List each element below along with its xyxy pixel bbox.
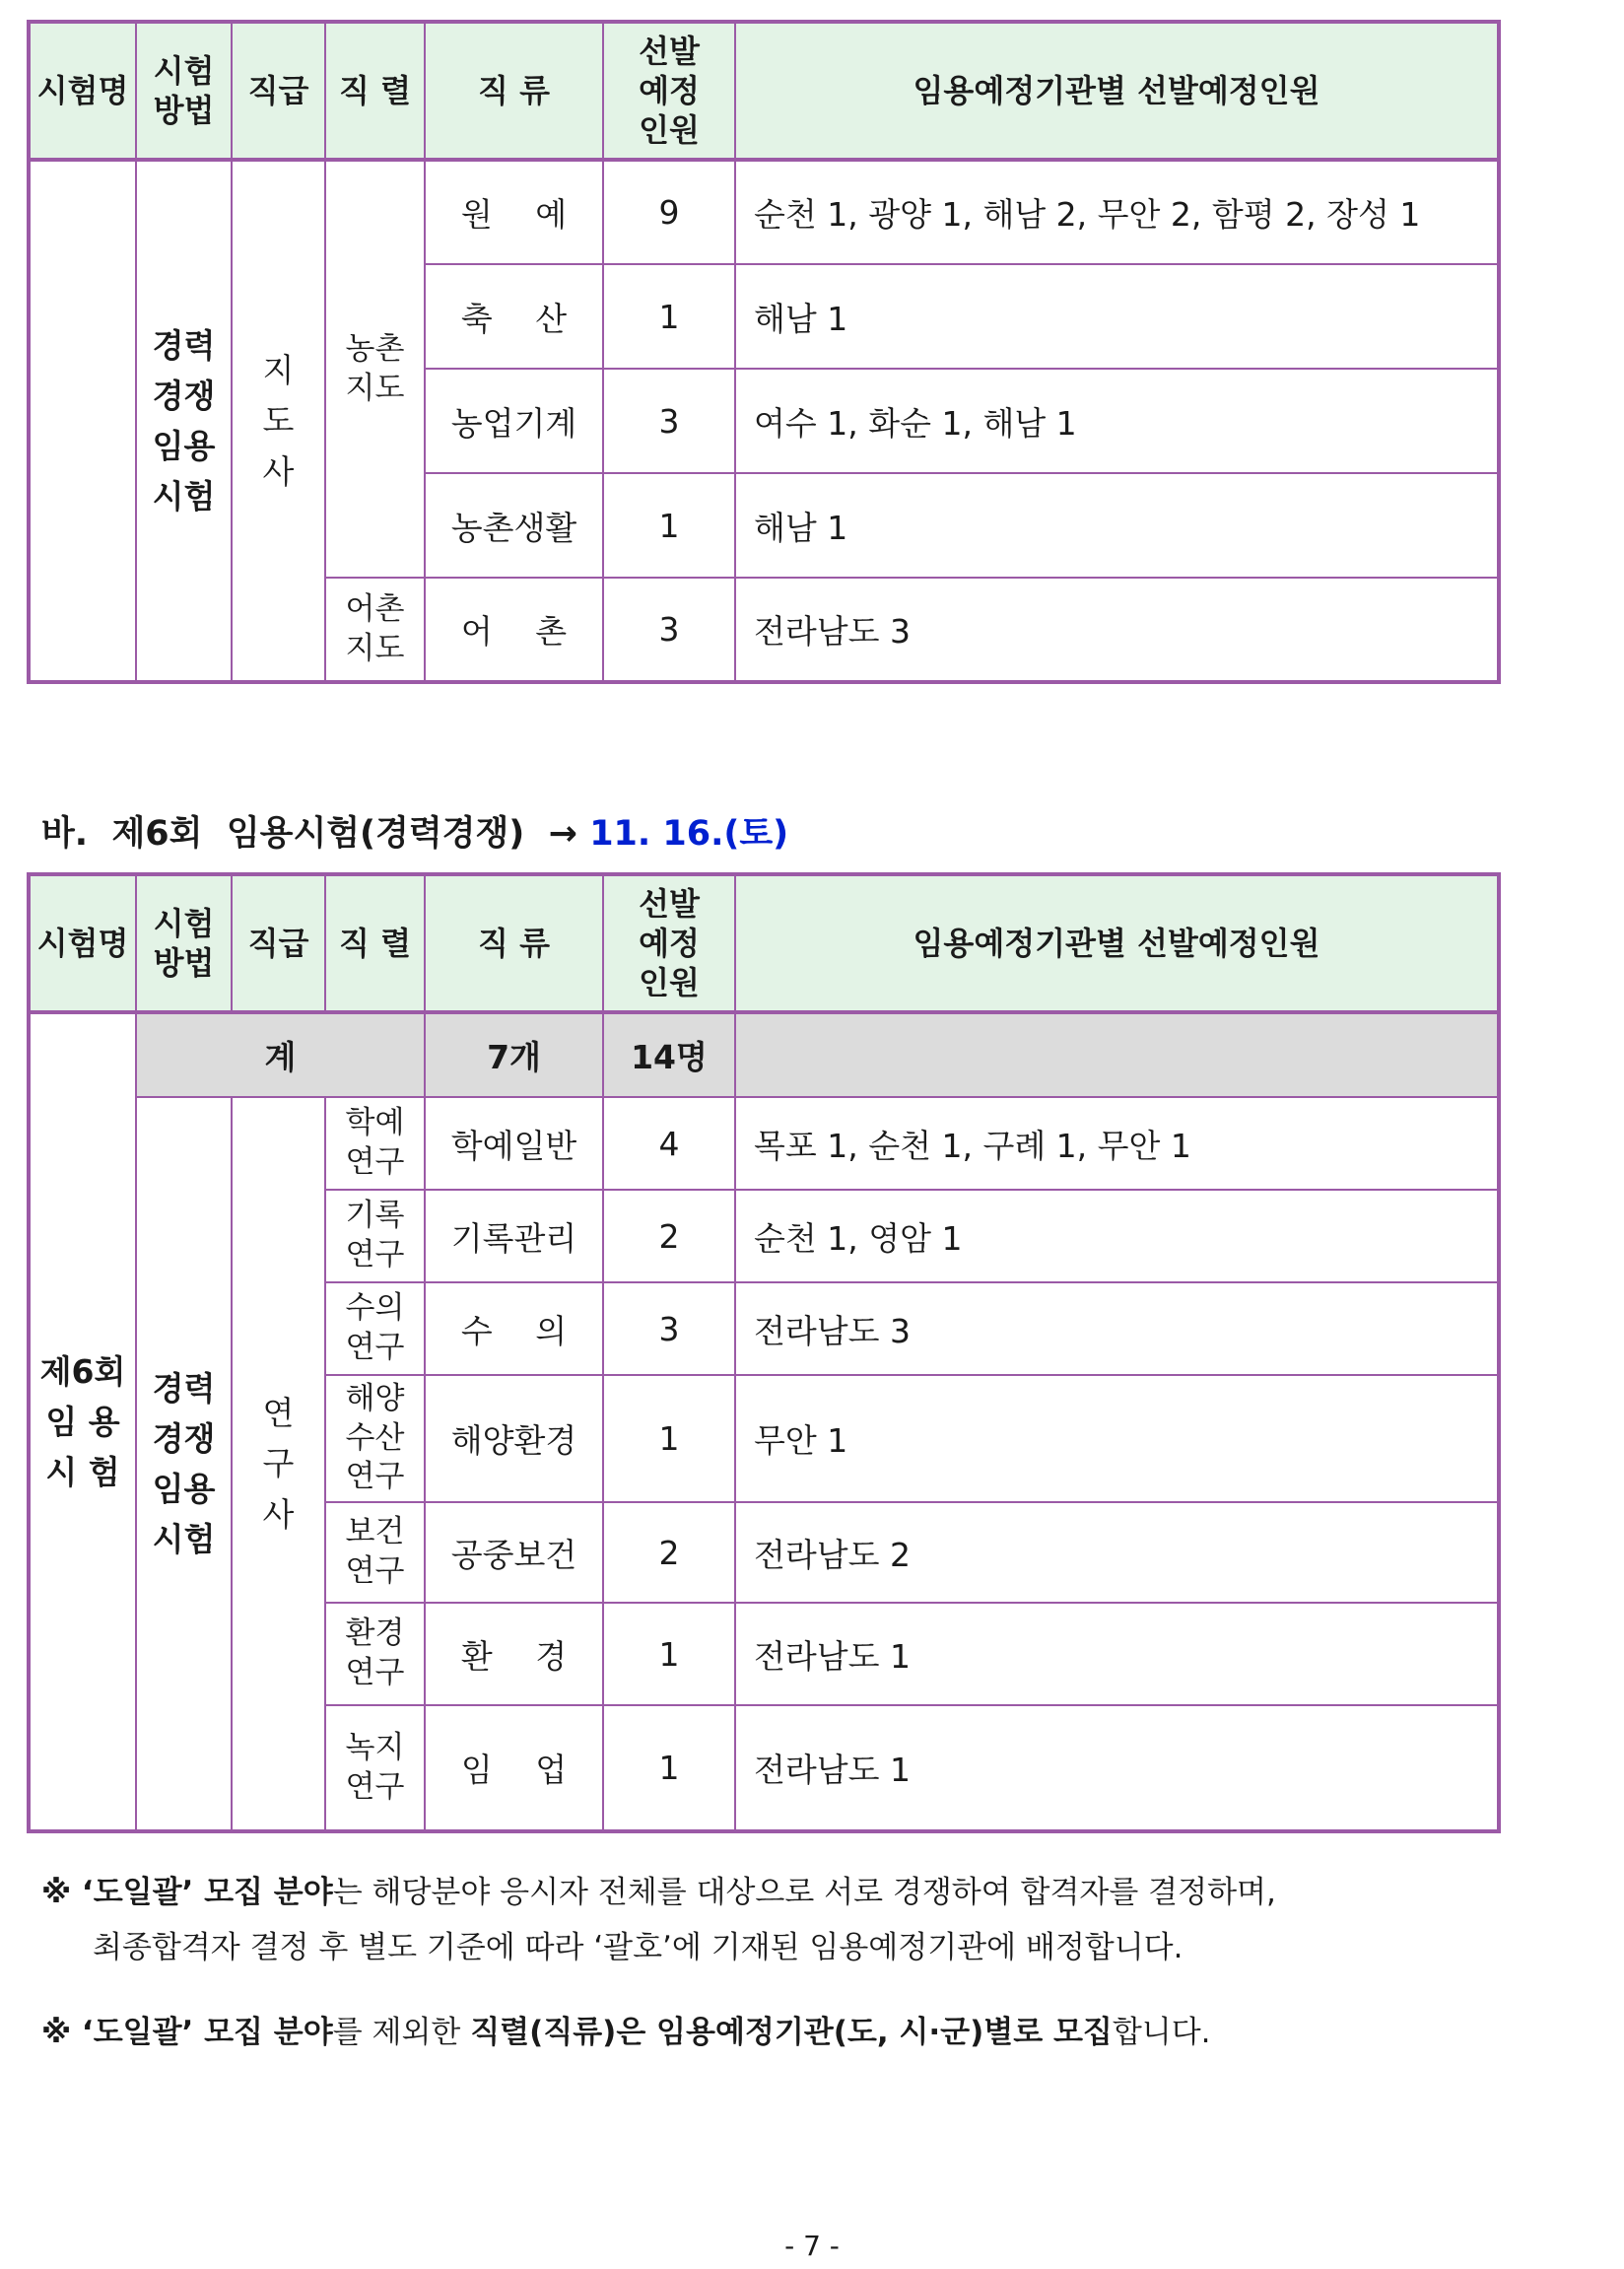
- selection-table-2: [27, 872, 1501, 1833]
- header-series: 직 렬: [325, 874, 425, 1012]
- series-cell: 학예 연구: [325, 1097, 425, 1190]
- note-1-line-2: 최종합격자 결정 후 별도 기준에 따라 ‘괄호’에 기재된 임용예정기관에 배정합니다.: [93, 1930, 1184, 1965]
- series-cell: 농촌 지도: [325, 160, 425, 578]
- table-header-row: [29, 22, 1499, 160]
- section-title-prefix: 바. 제6회 임용시험(경력경쟁) →: [41, 814, 577, 854]
- page-number: - 7 -: [784, 2230, 840, 2262]
- agencies-cell: 전라남도 2: [735, 1502, 1499, 1603]
- header-exam-method: 시험 방법: [136, 22, 232, 160]
- header-type: 직 류: [425, 22, 603, 160]
- header-exam-name: 시험명: [29, 874, 136, 1012]
- series-cell: 해양 수산 연구: [325, 1375, 425, 1502]
- agencies-cell: 전라남도 3: [735, 1282, 1499, 1375]
- agencies-cell: 전라남도 1: [735, 1603, 1499, 1705]
- agencies-cell: 순천 1, 광양 1, 해남 2, 무안 2, 함평 2, 장성 1: [735, 160, 1499, 264]
- total-label: 계: [136, 1012, 425, 1097]
- type-cell: 환 경: [425, 1603, 603, 1705]
- header-planned-count: 선발 예정 인원: [603, 22, 735, 160]
- exam-method-cell: 경력 경쟁 임용 시험: [136, 160, 232, 682]
- type-cell: 농촌생활: [425, 473, 603, 578]
- exam-name-cell: [29, 160, 136, 682]
- count-cell: 9: [603, 160, 735, 264]
- agencies-cell: 무안 1: [735, 1375, 1499, 1502]
- type-cell: 농업기계: [425, 369, 603, 473]
- agencies-cell: 목포 1, 순천 1, 구례 1, 무안 1: [735, 1097, 1499, 1190]
- total-types: 7개: [425, 1012, 603, 1097]
- header-grade: 직급: [232, 874, 325, 1012]
- type-cell: 어 촌: [425, 578, 603, 682]
- series-cell: 녹지 연구: [325, 1705, 425, 1831]
- note-2-text-1: 를 제외한: [332, 2015, 471, 2050]
- series-cell: 환경 연구: [325, 1603, 425, 1705]
- agencies-cell: 순천 1, 영암 1: [735, 1190, 1499, 1282]
- type-cell: 축 산: [425, 264, 603, 369]
- header-agencies: 임용예정기관별 선발예정인원: [735, 874, 1499, 1012]
- count-cell: 1: [603, 1705, 735, 1831]
- series-cell: 수의 연구: [325, 1282, 425, 1375]
- table-header-row: [29, 874, 1499, 1012]
- grade-cell: 지 도 사: [232, 160, 325, 682]
- header-type: 직 류: [425, 874, 603, 1012]
- table-row: [29, 160, 1499, 264]
- series-cell: 보건 연구: [325, 1502, 425, 1603]
- header-exam-name: 시험명: [29, 22, 136, 160]
- type-cell: 임 업: [425, 1705, 603, 1831]
- total-agencies: [735, 1012, 1499, 1097]
- section-exam-date: 11. 16.(토): [589, 814, 789, 854]
- header-planned-count: 선발 예정 인원: [603, 874, 735, 1012]
- agencies-cell: 해남 1: [735, 264, 1499, 369]
- header-exam-method: 시험 방법: [136, 874, 232, 1012]
- type-cell: 원 예: [425, 160, 603, 264]
- note-2-text-2: 합니다.: [1112, 2015, 1211, 2050]
- selection-table-1: [27, 20, 1501, 684]
- count-cell: 4: [603, 1097, 735, 1190]
- count-cell: 2: [603, 1190, 735, 1282]
- count-cell: 1: [603, 473, 735, 578]
- type-cell: 기록관리: [425, 1190, 603, 1282]
- type-cell: 수 의: [425, 1282, 603, 1375]
- series-cell: 기록 연구: [325, 1190, 425, 1282]
- grade-cell: 연 구 사: [232, 1097, 325, 1831]
- exam-method-cell: 경력 경쟁 임용 시험: [136, 1097, 232, 1831]
- agencies-cell: 전라남도 1: [735, 1705, 1499, 1831]
- series-cell: 어촌 지도: [325, 578, 425, 682]
- agencies-cell: 해남 1: [735, 473, 1499, 578]
- header-series: 직 렬: [325, 22, 425, 160]
- section-title: [41, 806, 788, 856]
- count-cell: 3: [603, 578, 735, 682]
- exam-name-cell: 제6회 임 용 시 험: [29, 1012, 136, 1831]
- header-agencies: 임용예정기관별 선발예정인원: [735, 22, 1499, 160]
- table-row: [29, 1097, 1499, 1190]
- count-cell: 1: [603, 1375, 735, 1502]
- count-cell: 2: [603, 1502, 735, 1603]
- count-cell: 3: [603, 369, 735, 473]
- count-cell: 3: [603, 1282, 735, 1375]
- note-2-bold-2: 직렬(직류)은 임용예정기관(도, 시·군)별로 모집: [470, 2015, 1113, 2050]
- header-grade: 직급: [232, 22, 325, 160]
- total-row: [29, 1012, 1499, 1097]
- count-cell: 1: [603, 1603, 735, 1705]
- count-cell: 1: [603, 264, 735, 369]
- agencies-cell: 여수 1, 화순 1, 해남 1: [735, 369, 1499, 473]
- type-cell: 학예일반: [425, 1097, 603, 1190]
- agencies-cell: 전라남도 3: [735, 578, 1499, 682]
- note-1-text: 는 해당분야 응시자 전체를 대상으로 서로 경쟁하여 합격자를 결정하며,: [332, 1875, 1276, 1910]
- note-1-bold: ※ ‘도일괄’ 모집 분야: [41, 1875, 333, 1910]
- note-1-line-1: [41, 1865, 1500, 1920]
- type-cell: 공중보건: [425, 1502, 603, 1603]
- note-1: [41, 1865, 1500, 1975]
- type-cell: 해양환경: [425, 1375, 603, 1502]
- note-2-bold-1: ※ ‘도일괄’ 모집 분야: [41, 2015, 333, 2050]
- total-count: 14명: [603, 1012, 735, 1097]
- note-2: [41, 2005, 1500, 2060]
